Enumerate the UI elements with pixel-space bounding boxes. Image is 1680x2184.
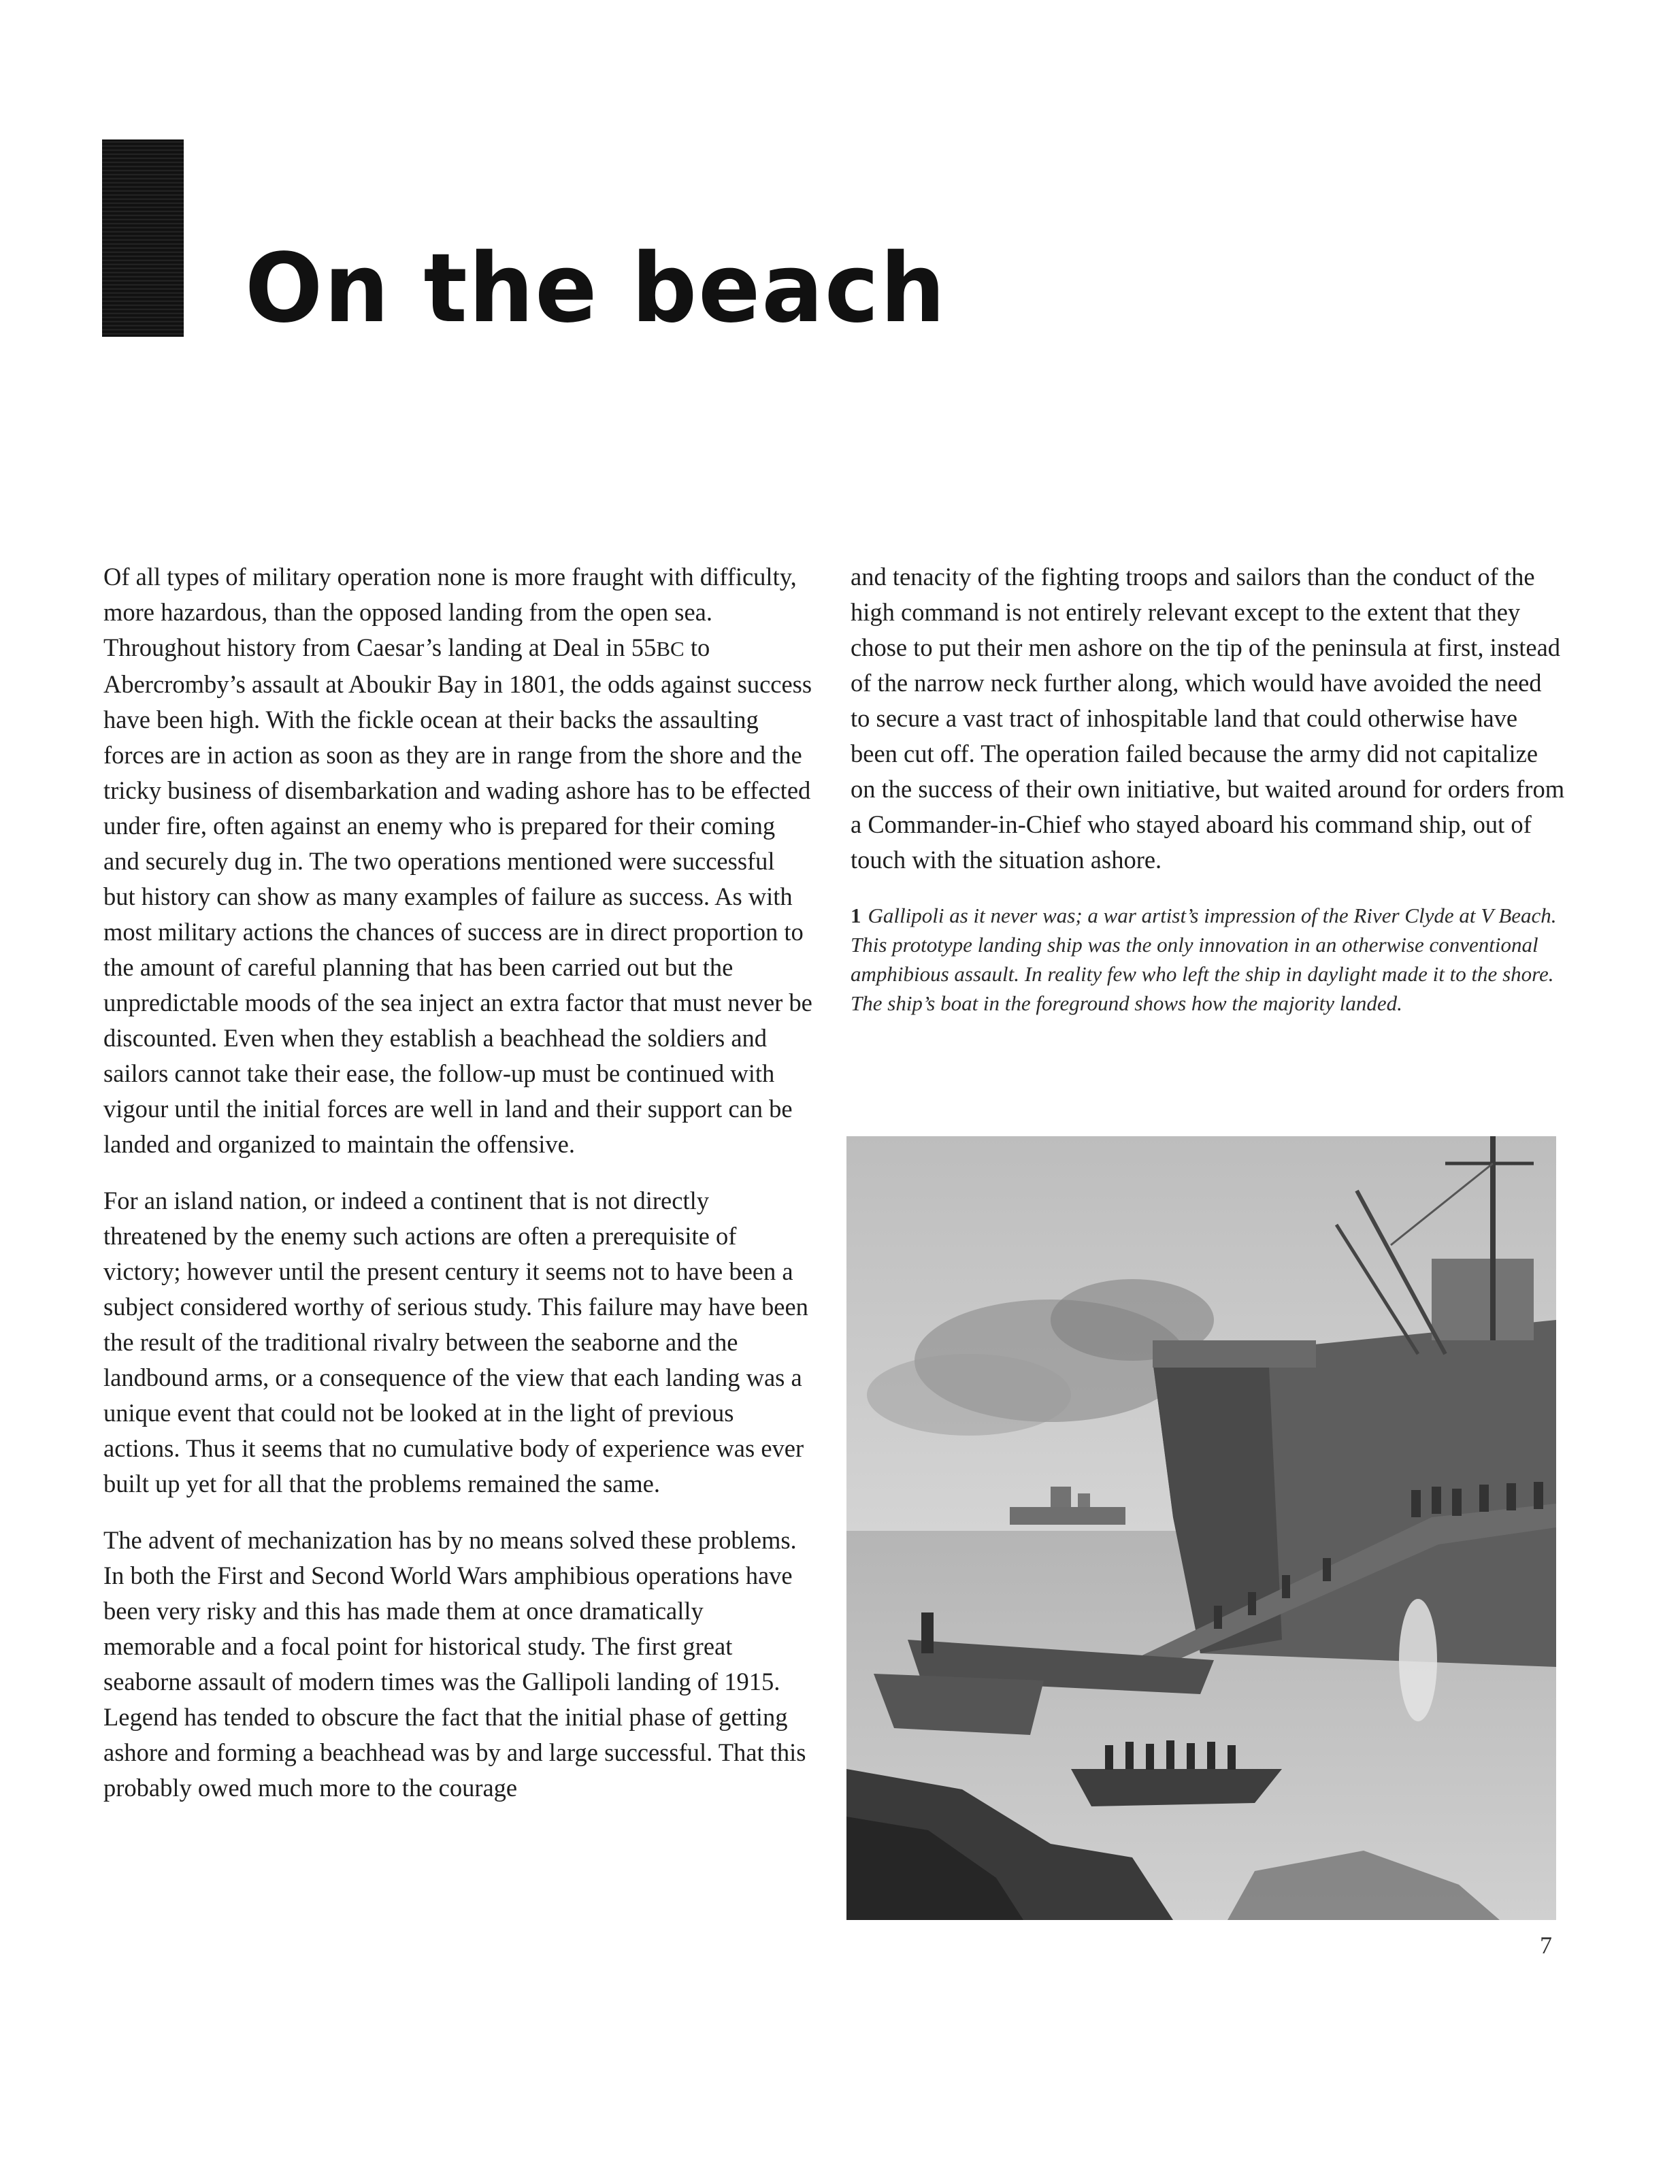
body-paragraph-2: For an island nation, or indeed a continent that is not directly threatened by the enemy such actions are often a prerequisite of victory; however until the present century it seems not to have been a subject considered worthy of serious study. This failure may have been the result of the traditional rivalry between the seaborne and the landbound arms, or a consequence of the view that each landing was a unique event that could not be looked at in the light of previous actions. Thus it seems that no cumulative body of experience was ever built up yet for all that the problems remained the same. xyxy=(103,1187,808,1498)
body-paragraph-1 xyxy=(103,559,812,1162)
bc-abbreviation: BC xyxy=(656,637,685,661)
chapter-number xyxy=(102,139,184,337)
paragraph-1-text-b: to Abercromby’s assault at Aboukir Bay in 1801, the odds against success have been high. With the fickle ocean at their backs the assaulting forces are in action as soon as they are in range from the shore and the tricky business of disembarkation and wading ashore has to be effected under fire, often against an enemy who is prepared for their coming and securely dug in. The two operations mentioned were successful but history can show as many examples of failure as success. As with most military actions the chances of success are in direct proportion to the amount of careful planning that has been carried out but the unpredictable moods of the sea inject an extra factor that must never be discounted. Even when they establish a beachhead the soldiers and sailors cannot take their ease, the follow-up must be continued with vigour until the initial forces are well in land and their support can be landed and organized to maintain the offensive. xyxy=(103,633,812,1158)
caption-text: Gallipoli as it never was; a war artist’s impression of the River Clyde at V Beach. This prototype landing ship was the only innovation in an otherwise conventional amphibious assault. In reality few who left the ship in daylight made it to the shore. The ship’s boat in the foreground shows how the majority landed. xyxy=(851,904,1557,1015)
figure-illustration xyxy=(846,1136,1556,1920)
left-column xyxy=(103,559,812,1827)
figure-caption xyxy=(851,901,1565,1018)
chapter-title: On the beach xyxy=(245,233,947,344)
gallipoli-landing-illustration xyxy=(846,1136,1556,1920)
caption-number: 1 xyxy=(851,904,861,927)
page-number: 7 xyxy=(1540,1932,1552,1959)
right-column xyxy=(851,559,1565,1018)
paragraph-1-text-a: Of all types of military operation none is more fraught with difficulty, more hazardous, than the opposed landing from the open sea. Throughout history from Caesar’s landing at Deal in 55 xyxy=(103,563,797,661)
body-paragraph-3: The advent of mechanization has by no means solved these problems. In both the First and Second World Wars amphibious operations have been very risky and this has made them at once dramatically memorable and a focal point for historical study. The first great seaborne assault of modern times was the Gallipoli landing of 1915. Legend has tended to obscure the fact that the initial phase of getting ashore and forming a beachhead was by and large successful. That this probably owed much more to the courage xyxy=(103,1526,806,1802)
body-paragraph-4: and tenacity of the fighting troops and sailors than the conduct of the high command is not entirely relevant except to the extent that they chose to put their men ashore on the tip of the peninsula at first, instead of the narrow neck further along, which would have avoided the need to secure a vast tract of inhospitable land that could otherwise have been cut off. The operation failed because the army did not capitalize on the success of their own initiative, but waited around for orders from a Commander-in-Chief who stayed aboard his command ship, out of touch with the situation ashore. xyxy=(851,563,1565,874)
